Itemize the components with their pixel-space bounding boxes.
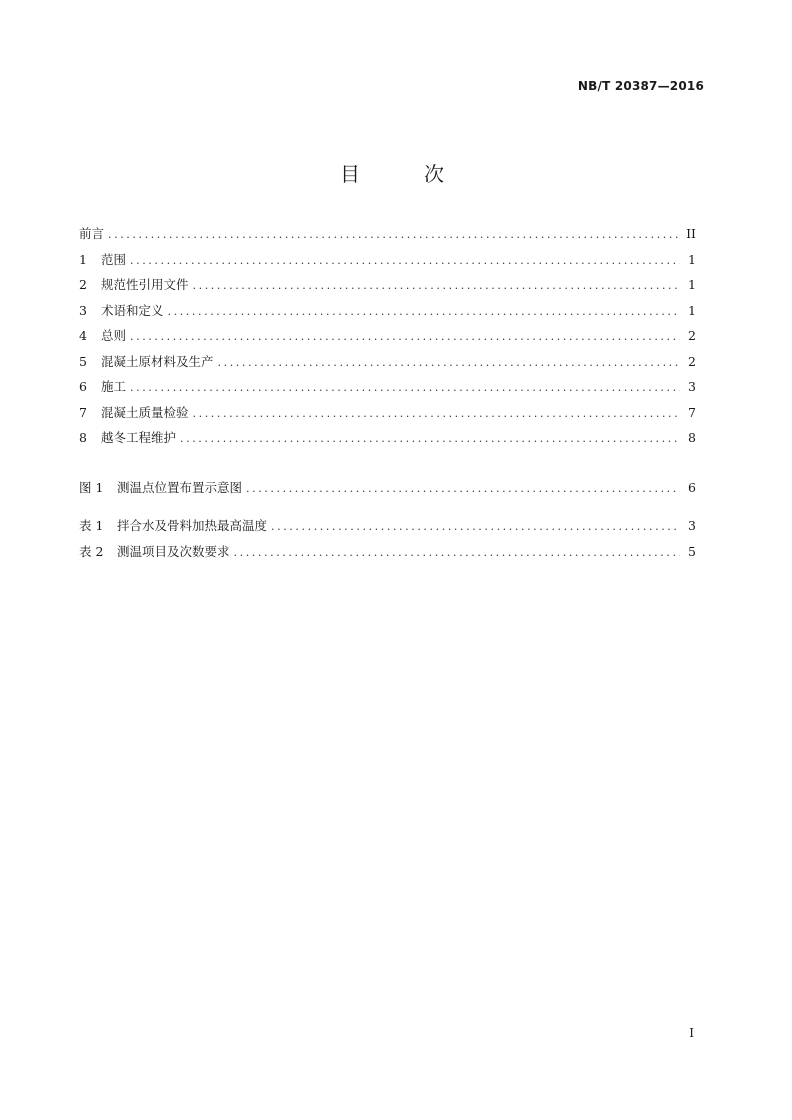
toc-entry[interactable] <box>79 275 696 301</box>
toc-entry-label: 术语和定义 <box>101 302 164 318</box>
toc-entry-number: 1 <box>79 251 87 267</box>
toc-entry-page: 3 <box>688 379 696 394</box>
toc-entry-page: 1 <box>688 302 696 318</box>
page-number: I <box>689 1026 694 1040</box>
toc-entry-label: 拌合水及骨料加热最高温度 <box>117 518 268 533</box>
toc-entry-number: 表 2 <box>79 543 104 559</box>
toc-entry-number: 3 <box>79 302 87 318</box>
toc-entry-page: 7 <box>688 404 696 420</box>
toc-entry-page: 1 <box>688 251 696 267</box>
toc-leader-dots <box>193 279 680 292</box>
toc-entry-number: 4 <box>79 328 87 343</box>
toc-entry-number: 表 1 <box>79 518 104 533</box>
toc-entry[interactable] <box>79 352 696 378</box>
toc-entry[interactable] <box>79 428 696 454</box>
toc-entry[interactable] <box>79 478 696 504</box>
toc-figures <box>79 478 696 504</box>
toc-entry-label: 越冬工程维护 <box>101 430 177 445</box>
toc-leader-dots <box>271 520 680 533</box>
toc-entry[interactable] <box>79 403 696 429</box>
toc-entry-number: 7 <box>79 404 87 420</box>
toc-tables <box>79 516 696 567</box>
toc-leader-dots <box>130 254 680 267</box>
toc-sections <box>79 224 696 454</box>
toc-entry-page: 2 <box>688 353 696 369</box>
toc-entry-page: 1 <box>688 277 696 292</box>
toc-entry[interactable] <box>79 516 696 542</box>
toc-entry-label: 混凝土原材料及生产 <box>101 353 214 369</box>
toc-entry-number: 8 <box>79 430 87 445</box>
toc-entry-page: 3 <box>688 518 696 533</box>
toc-entry-number: 6 <box>79 379 87 394</box>
toc-entry[interactable] <box>79 224 696 250</box>
toc-leader-dots <box>168 305 680 318</box>
toc-entry-page: 5 <box>688 543 696 559</box>
toc-entry-page: 6 <box>688 479 696 495</box>
toc-entry[interactable] <box>79 301 696 327</box>
toc-leader-dots <box>108 228 680 241</box>
toc-entry-label: 前言 <box>79 226 105 241</box>
toc-leader-dots <box>218 356 680 369</box>
toc-entry-label: 混凝土质量检验 <box>101 404 189 420</box>
toc-entry-page: 8 <box>688 430 696 445</box>
toc-leader-dots <box>130 381 680 394</box>
toc-entry-number: 2 <box>79 277 87 292</box>
toc-entry-label: 范围 <box>101 251 127 267</box>
table-of-contents <box>79 224 696 567</box>
toc-entry-label: 施工 <box>101 379 127 394</box>
toc-entry-number: 5 <box>79 353 87 369</box>
toc-leader-dots <box>193 407 680 420</box>
toc-entry-label: 测温点位置布置示意图 <box>117 479 243 495</box>
toc-entry-number: 图 1 <box>79 479 104 495</box>
standard-code: NB/T 20387—2016 <box>577 79 704 93</box>
toc-entry[interactable] <box>79 542 696 568</box>
toc-entry[interactable] <box>79 250 696 276</box>
toc-leader-dots <box>234 546 680 559</box>
toc-leader-dots <box>180 432 680 445</box>
toc-entry-label: 总则 <box>101 328 127 343</box>
toc-entry[interactable] <box>79 377 696 403</box>
toc-entry-label: 测温项目及次数要求 <box>117 543 230 559</box>
toc-leader-dots <box>130 330 680 343</box>
toc-entry-page: II <box>686 226 696 241</box>
toc-entry[interactable] <box>79 326 696 352</box>
toc-entry-page: 2 <box>688 328 696 343</box>
toc-entry-label: 规范性引用文件 <box>101 277 189 292</box>
toc-leader-dots <box>246 482 680 495</box>
toc-title: 目 次 <box>340 162 466 186</box>
